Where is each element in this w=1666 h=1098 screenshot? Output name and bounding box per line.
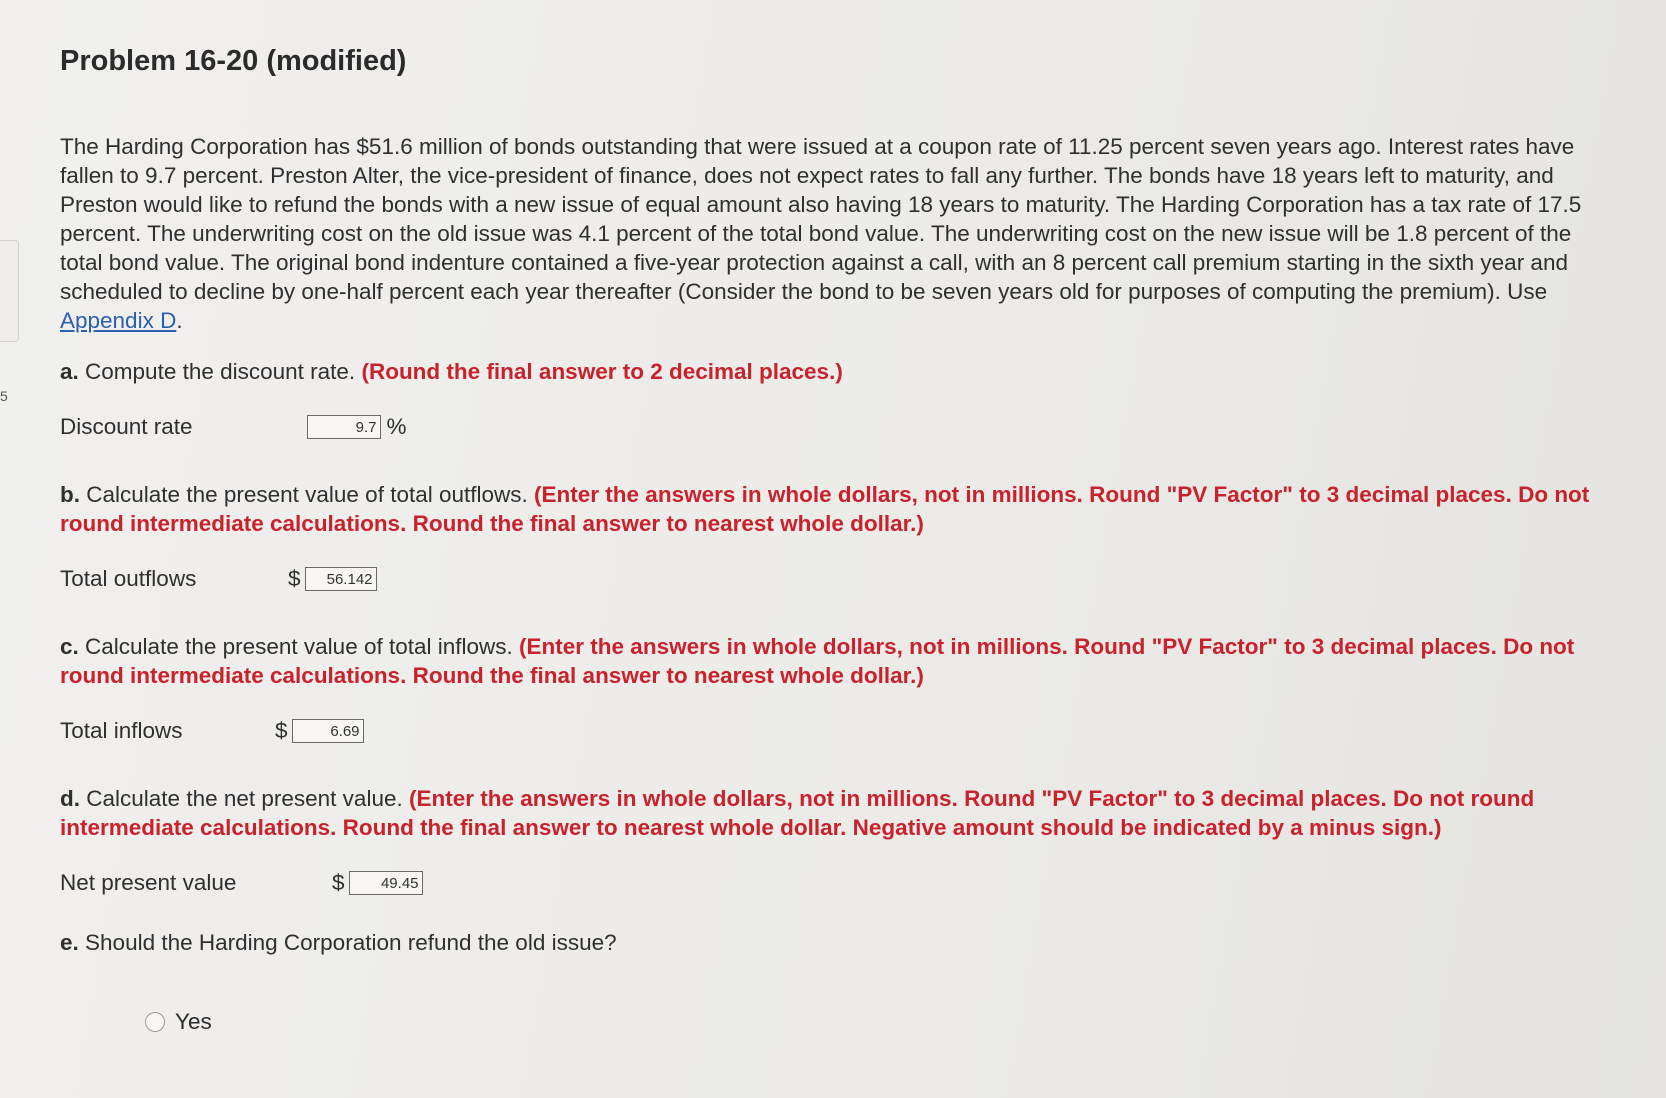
part-b-text: Calculate the present value of total outflows. xyxy=(86,482,528,507)
net-present-value-dollar: $ xyxy=(332,870,345,895)
total-inflows-label: Total inflows xyxy=(60,718,183,743)
percent-sign: % xyxy=(386,414,407,439)
discount-rate-row xyxy=(60,412,1600,442)
problem-statement-end: . xyxy=(176,308,183,333)
yes-radio-button[interactable] xyxy=(145,1012,165,1032)
problem-title: Problem 16-20 (modified) xyxy=(60,45,407,77)
total-outflows-row xyxy=(60,564,1600,594)
part-b-letter: b. xyxy=(60,482,80,507)
total-inflows-input[interactable]: 6.69 xyxy=(292,719,364,743)
part-d-text: Calculate the net present value. xyxy=(86,786,403,811)
total-outflows-input[interactable]: 56.142 xyxy=(305,567,377,591)
discount-rate-label: Discount rate xyxy=(60,414,193,439)
part-c-text: Calculate the present value of total inflows. xyxy=(85,634,513,659)
discount-rate-input[interactable]: 9.7 xyxy=(307,415,381,439)
total-outflows-label: Total outflows xyxy=(60,566,197,591)
net-present-value-label: Net present value xyxy=(60,870,237,895)
part-e-letter: e. xyxy=(60,930,79,955)
total-outflows-dollar: $ xyxy=(288,566,301,591)
part-c-letter: c. xyxy=(60,634,79,659)
part-e-text: Should the Harding Corporation refund the old issue? xyxy=(85,930,617,955)
part-b-question xyxy=(60,480,1600,538)
part-b-instruction: (Enter the answers in whole dollars, not in millions. Round "PV Factor" to 3 decimal places. Do not round intermediate calculations. Round the final answer to nearest whole dollar.) xyxy=(60,482,1590,536)
edge-marker: 5 xyxy=(0,388,8,404)
part-a-text: Compute the discount rate. xyxy=(85,359,356,384)
part-a-letter: a. xyxy=(60,359,79,384)
net-present-value-row xyxy=(60,868,1600,898)
part-c-instruction: (Enter the answers in whole dollars, not in millions. Round "PV Factor" to 3 decimal places. Do not round intermediate calculations. Round the final answer to nearest whole dollar.) xyxy=(60,634,1575,688)
problem-statement xyxy=(60,132,1600,335)
total-inflows-row xyxy=(60,716,1600,746)
problem-content xyxy=(60,45,1600,1035)
part-c-question xyxy=(60,632,1600,690)
yes-option-label: Yes xyxy=(175,1009,212,1034)
part-a-question xyxy=(60,357,1600,386)
part-d-letter: d. xyxy=(60,786,80,811)
appendix-d-link[interactable]: Appendix D xyxy=(60,308,177,333)
part-e-question xyxy=(60,928,1600,957)
side-panel-edge xyxy=(0,240,19,342)
part-d-instruction: (Enter the answers in whole dollars, not in millions. Round "PV Factor" to 3 decimal places. Do not round intermediate calculations. Round the final answer to nearest whole dollar. Negative amount should be indicated by a minus sign.) xyxy=(60,786,1535,840)
part-d-question xyxy=(60,784,1600,842)
problem-statement-text: The Harding Corporation has $51.6 million of bonds outstanding that were issued at a coupon rate of 11.25 percent seven years ago. Interest rates have fallen to 9.7 percent. Preston Alter, the vice-president of finance, does not expect rates to fall any further. The bonds have 18 years left to maturity, and Preston would like to refund the bonds with a new issue of equal amount also having 18 years to maturity. The Harding Corporation has a tax rate of 17.5 percent. The underwriting cost on the old issue was 4.1 percent of the total bond value. The underwriting cost on the new issue will be 1.8 percent of the total bond value. The original bond indenture contained a five-year protection against a call, with an 8 percent call premium starting in the sixth year and scheduled to decline by one-half percent each year thereafter (Consider the bond to be seven years old for purposes of computing the premium). Use xyxy=(60,134,1582,304)
net-present-value-input[interactable]: 49.45 xyxy=(349,871,423,895)
part-a-instruction: (Round the final answer to 2 decimal places.) xyxy=(361,359,843,384)
total-inflows-dollar: $ xyxy=(275,718,288,743)
yes-option[interactable] xyxy=(145,1009,1600,1035)
